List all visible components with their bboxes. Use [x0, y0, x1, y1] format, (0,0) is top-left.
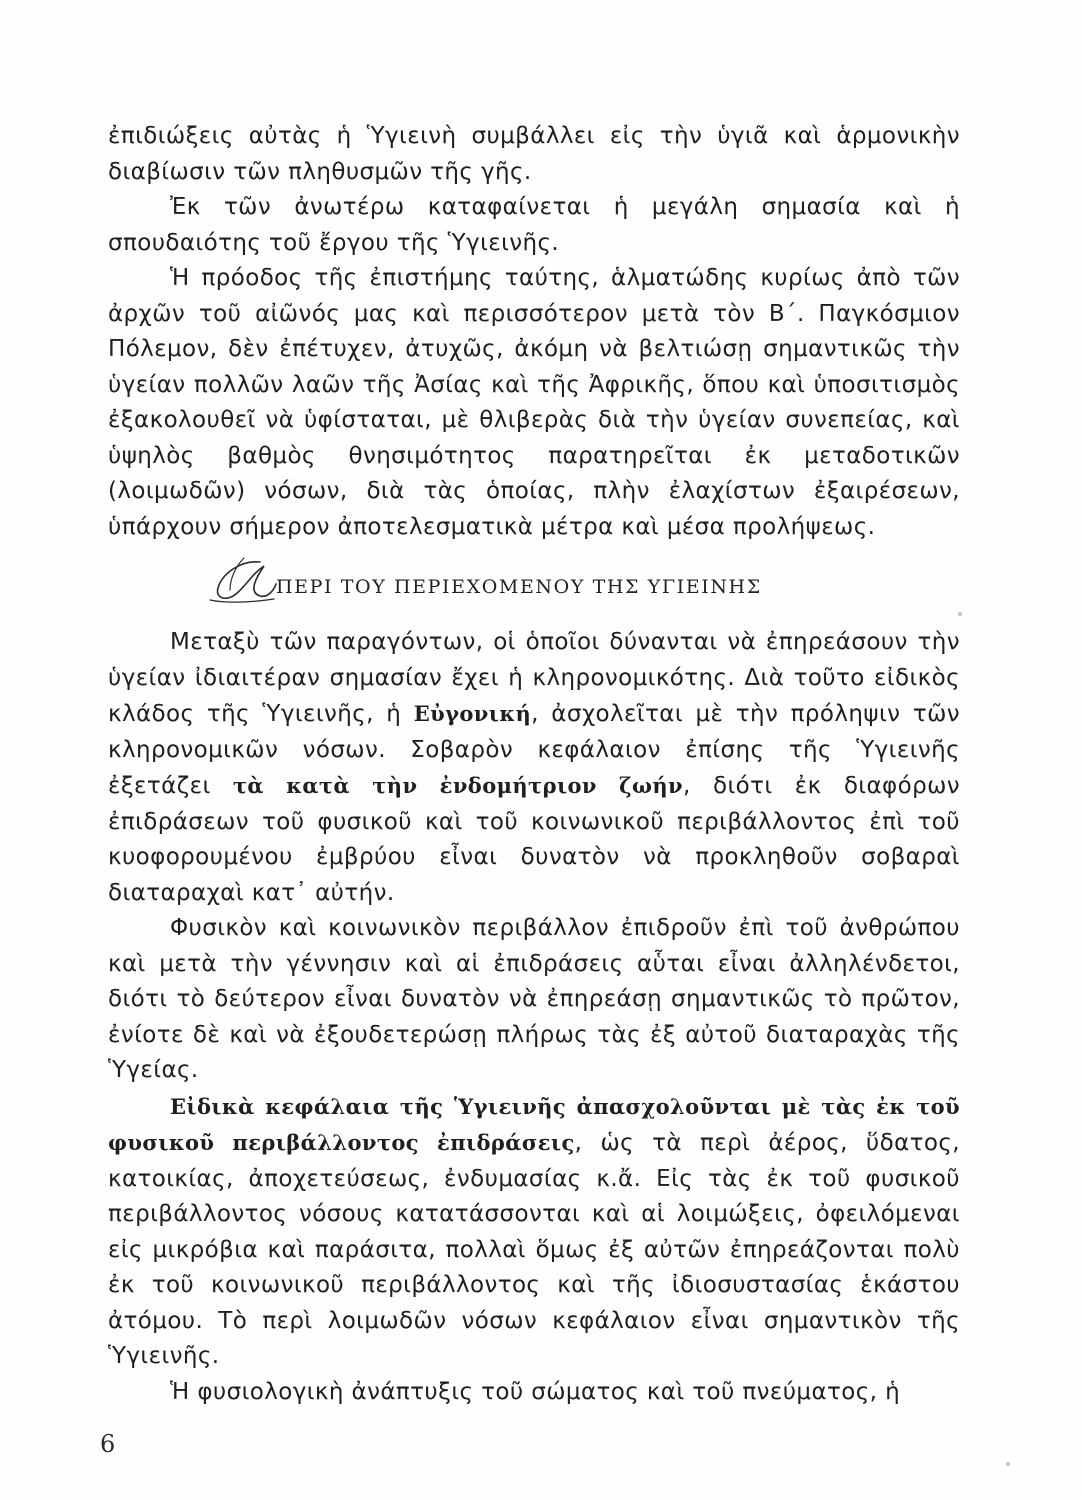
page-number: 6 — [100, 1430, 116, 1458]
paragraph: Ἐκ τῶν ἀνωτέρω καταφαίνεται ἡ μεγάλη σημασία καὶ ἡ σπουδαιότης τοῦ ἔργου τῆς Ὑγιεινῆς. — [108, 194, 960, 256]
text-run: , ὡς τὰ περὶ ἀέρος, ὕδατος, κατοικίας, ἀποχετεύσεως, ἐνδυμασίας κ.ἄ. Εἰς τὰς ἐκ τοῦ φυσικοῦ περιβάλλοντος νόσους κατατάσσονται καὶ αἱ λοιμώξεις, ὀφειλόμεναι εἰς μικρόβια καὶ παράσιτα, πολλαὶ ὅμως ἐξ αὐτῶν ἐπηρεάζονται πολὺ ἐκ τοῦ κοινωνικοῦ περιβάλλοντος καὶ τῆς ἰδιοσυστασίας ἑκάστου ἀτόμου. Τὸ περὶ λοιμωδῶν νόσων κεφάλαιον εἶναι σημαντικὸν τῆς Ὑγιεινῆς. — [108, 1130, 960, 1369]
section-title: ΠΕΡΙ ΤΟΥ ΠΕΡΙΕΧΟΜΕΝΟΥ ΤΗΣ ΥΓΙΕΙΝΗΣ — [276, 576, 762, 598]
paragraph-continued: ἐπιδιώξεις αὐτὰς ἡ Ὑγιεινὴ συμβάλλει εἰς τὴν ὑγιᾶ καὶ ἁρμονικὴν διαβίωσιν τῶν πληθυσμῶν τῆς γῆς. — [108, 123, 960, 185]
paper-speck — [958, 612, 962, 616]
text-run: , διότι ἐκ διαφόρων ἐπιδράσεων τοῦ φυσικοῦ καὶ τοῦ κοινωνικοῦ περιβάλλοντος ἐπὶ τοῦ κυοφορουμένου ἐμβρύου εἶναι δυνατὸν νὰ προκληθοῦν σοβαραὶ διαταραχαὶ κατ᾽ αὐτήν. — [108, 773, 960, 906]
paragraph: Φυσικὸν καὶ κοινωνικὸν περιβάλλον ἐπιδροῦν ἐπὶ τοῦ ἀνθρώπου καὶ μετὰ τὴν γέννησιν καὶ αἱ ἐπιδράσεις αὗται εἶναι ἀλληλένδετοι, διότι τὸ δεύτερον εἶναι δυνατὸν νὰ ἐπηρεάσῃ σημαντικῶς τὸ πρῶτον, ἐνίοτε δὲ καὶ νὰ ἐξουδετερώσῃ πλήρως τὰς ἐξ αὐτοῦ διαταραχὰς τῆς Ὑγείας. — [108, 915, 960, 1083]
bold-term: Εὐγονική — [413, 701, 532, 726]
text-run: , ἀσχολεῖται μὲ τὴν πρόληψιν τῶν κληρονομικῶν νόσων. Σοβαρὸν κεφάλαιον ἐπίσης τῆς Ὑγιεινῆς ἐξετάζει — [108, 701, 960, 799]
handwritten-flourish-mark — [200, 556, 280, 608]
paragraph: Ἡ φυσιολογικὴ ἀνάπτυξις τοῦ σώματος καὶ τοῦ πνεύματος, ἡ — [170, 1378, 901, 1405]
paragraph — [108, 1089, 960, 1375]
paper-speck — [1006, 1462, 1010, 1466]
text-block-bottom — [108, 625, 960, 1410]
bold-term: τὰ κατὰ τὴν ἐνδομήτριον ζωήν — [232, 773, 684, 798]
paragraph: Ἡ πρόοδος τῆς ἐπιστήμης ταύτης, ἁλματώδης κυρίως ἀπὸ τῶν ἀρχῶν τοῦ αἰῶνός μας καὶ περισσότερον μετὰ τὸν Β΄. Παγκόσμιον Πόλεμον, δὲν ἐπέτυχεν, ἀτυχῶς, ἀκόμη νὰ βελτιώσῃ σημαντικῶς τὴν ὑγείαν πολλῶν λαῶν τῆς Ἀσίας καὶ τῆς Ἀφρικῆς, ὅπου καὶ ὑποσιτισμὸς ἐξακολουθεῖ νὰ ὑφίσταται, μὲ θλιβερὰς διὰ τὴν ὑγείαν συνεπείας, καὶ ὑψηλὸς βαθμὸς θνησιμότητος παρατηρεῖται ἐκ μεταδοτικῶν (λοιμωδῶν) νόσων, διὰ τὰς ὁποίας, πλὴν ἐλαχίστων ἐξαιρέσεων, ὑπάρχουν σήμερον ἀποτελεσματικὰ μέτρα καὶ μέσα προλήψεως. — [108, 265, 960, 540]
section-heading-area — [198, 556, 898, 606]
text-run: Μεταξὺ τῶν παραγόντων, οἱ ὁποῖοι δύνανται νὰ ἐπηρεάσουν τὴν ὑγείαν ἰδιαιτέραν σημασίαν ἔχει ἡ κληρονομικότης. Διὰ τοῦτο εἰδικὸς κλάδος τῆς Ὑγιεινῆς, ἡ — [108, 629, 960, 727]
bold-term: Εἰδικὰ κεφάλαια τῆς Ὑγιεινῆς ἀπασχολοῦνται μὲ τὰς ἐκ τοῦ φυσικοῦ περιβάλλοντος ἐπιδράσεις — [108, 1093, 960, 1155]
text-block-top — [108, 119, 960, 545]
paragraph — [108, 625, 960, 911]
